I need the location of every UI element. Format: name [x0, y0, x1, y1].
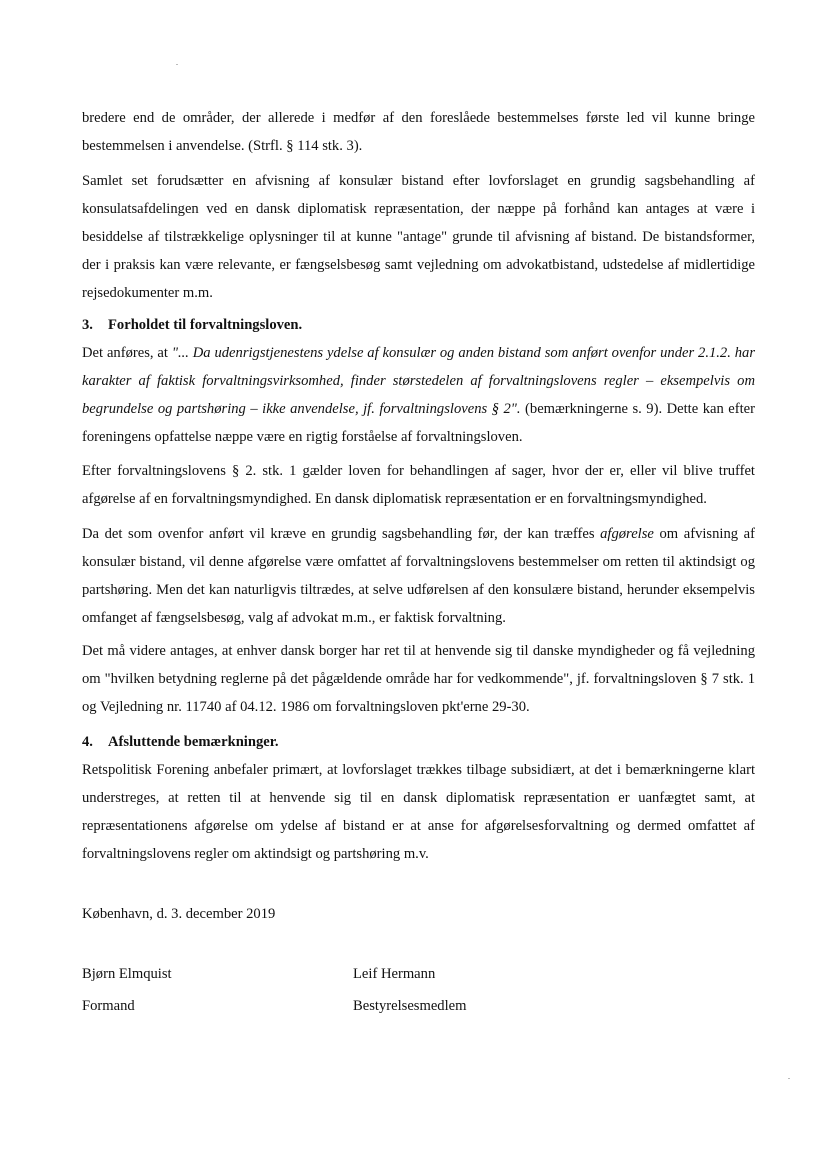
paragraph-5-post: om afvisning af konsulær bistand, vil denne afgørelse være omfattet af forvaltningslovens bestemmelser om retten til aktindsigt og partshøring. Men det kan naturligvis tiltrædes, at selve udførelsen af den konsulære bistand, herunder eksempelvis omfanget af fængselsbesøg, valg af advokat m.m., er faktisk forvaltning.	[82, 526, 755, 626]
paragraph-3-quote: "... Da udenrigstjenestens ydelse af konsulær og anden bistand som anført ovenfor under 2.1.2. har karakter af faktisk forvaltningsvirksomhed, finder størstedelen af forvaltningslovens regler – eksempelvis om begrundelse og partshøring – ikke anvendelse, jf. forvaltningslovens § 2".	[82, 345, 755, 417]
paragraph-3	[82, 339, 755, 451]
paragraph-5-pre: Da det som ovenfor anført vil kræve en grundig sagsbehandling før, der kan træffes	[82, 526, 601, 542]
section-3-title: Forholdet til forvaltningsloven.	[108, 317, 303, 333]
paragraph-decision	[82, 520, 755, 632]
paragraph-4: Efter forvaltningslovens § 2. stk. 1 gælder loven for behandlingen af sager, hvor der er, eller vil blive truffet afgørelse af en forvaltningsmyndighed. En dansk diplomatisk repræsentation er en forvaltningsmyndighed.	[82, 463, 755, 507]
paragraph-3-post: (bemærkningerne s. 9). Dette kan efter foreningens opfattelse næppe være en rigtig forståelse af forvaltningsloven.	[82, 401, 755, 445]
paragraph-7: Retspolitisk Forening anbefaler primært, at lovforslaget trækkes tilbage subsidiært, at det i bemærkningerne klart understreges, at retten til at henvende sig til en dansk diplomatisk repræsentation er uanfægtet samt, at repræsentationens afgørelse om ydelse af bistand er at anse for afgørelsesforvaltning og dermed omfattet af forvaltningslovens regler om aktindsigt og partshøring m.v.	[82, 762, 755, 862]
paragraph-2: Samlet set forudsætter en afvisning af konsulær bistand efter lovforslaget en grundig sagsbehandling af konsulatsafdelingen ved en dansk diplomatisk repræsentation, der næppe på forhånd kan antages at være i besiddelse af tilstrækkelige oplysninger til at kunne "antage" grunde til afvisning af bistand. De bistandsformer, der i praksis kan være relevante, er fængselsbesøg samt vejledning om advokatbistand, udstedelse af midlertidige rejsedokumenter m.m.	[82, 173, 755, 301]
paragraph-6: Det må videre antages, at enhver dansk borger har ret til at henvende sig til danske myndigheder og få vejledning om "hvilken betydning reglerne på det pågældende område har for vedkommende", jf. forvaltningsloven § 7 stk. 1 og Vejledning nr. 11740 af 04.12. 1986 om forvaltningsloven pkt'erne 29-30.	[82, 643, 755, 715]
section-3-heading	[82, 311, 302, 339]
section-3-number: 3.	[82, 317, 93, 333]
section-4-number: 4.	[82, 734, 93, 750]
signatory-1-role: Formand	[82, 998, 135, 1014]
paragraph-3-pre: Det anføres, at	[82, 345, 172, 361]
signatory-2-role: Bestyrelsesmedlem	[353, 998, 467, 1014]
paragraph-conclusion	[82, 756, 755, 868]
paragraph-guidance	[82, 637, 755, 721]
signatory-1-name: Bjørn Elmquist	[82, 966, 172, 982]
section-4-title: Afsluttende bemærkninger.	[108, 734, 279, 750]
signatory-2-name: Leif Hermann	[353, 966, 436, 982]
paragraph-continuation	[82, 104, 755, 160]
section-4-heading	[82, 728, 279, 756]
paragraph-5-emphasis: afgørelse	[600, 526, 654, 542]
place-date: København, d. 3. december 2019	[82, 906, 276, 922]
paragraph-5	[82, 520, 755, 632]
scan-speck	[176, 64, 178, 65]
paragraph-quote	[82, 339, 755, 451]
paragraph-law-scope	[82, 457, 755, 513]
scan-speck	[788, 1078, 790, 1079]
paragraph-summary	[82, 167, 755, 307]
paragraph-1: bredere end de områder, der allerede i medfør af den foreslåede bestemmelses første led vil kunne bringe bestemmelsen i anvendelse. (Strfl. § 114 stk. 3).	[82, 110, 755, 154]
